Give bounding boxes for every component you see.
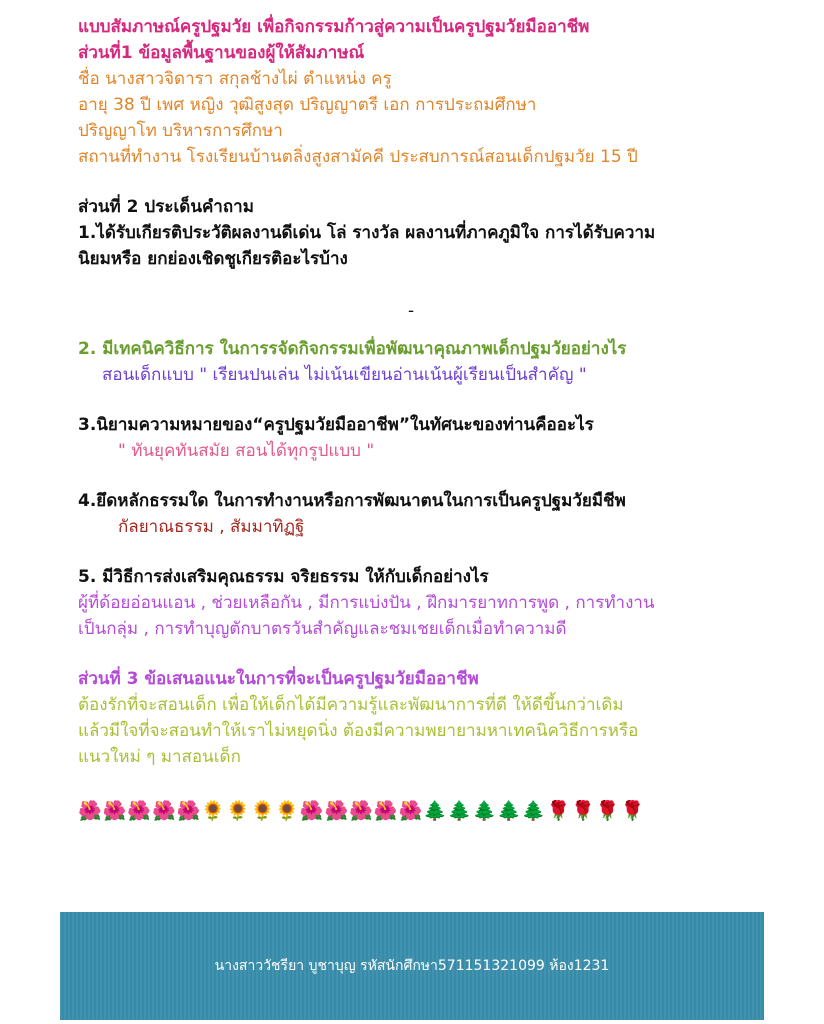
answer-1: - bbox=[408, 301, 415, 321]
part2-heading: ส่วนที่ 2 ประเด็นคำถาม bbox=[78, 197, 254, 217]
part1-line: อายุ 38 ปี เพศ หญิง วุฒิสูงสุด ปริญญาตรี เอก การประถมศึกษา bbox=[78, 95, 537, 115]
answer-5: ผู้ที่ด้อยอ่อนแอน , ช่วยเหลือกัน , มีการแบ่งปัน , ฝึกมารยาทการพูด , การทำงาน bbox=[78, 593, 655, 613]
part3-line: แนวใหม่ ๆ มาสอนเด็ก bbox=[78, 747, 241, 767]
answer-5-cont: เป็นกลุ่ม , การทำบุญตักบาตรวันสำคัญและชมเชยเด็กเมื่อทำความดี bbox=[78, 619, 567, 639]
part3-line: ต้องรักที่จะสอนเด็ก เพื่อให้เด็กได้มีความรู้และพัฒนาการที่ดี ให้ดีขึ้นกว่าเดิม bbox=[78, 695, 624, 715]
question-1-cont: นิยมหรือ ยกย่องเชิดชูเกียรติอะไรบ้าง bbox=[78, 249, 348, 269]
document-title: แบบสัมภาษณ์ครูปฐมวัย เพื่อกิจกรรมก้าวสู่ความเป็นครูปฐมวัยมืออาชีพ bbox=[78, 17, 590, 37]
answer-3: " ทันยุคทันสมัย สอนได้ทุกรูปแบบ " bbox=[118, 441, 375, 461]
footer-student-info: นางสาววัชรียา บูชาบุญ รหัสนักศึกษา571151321099 ห้อง1231 bbox=[214, 958, 610, 974]
interview-document bbox=[78, 14, 778, 824]
question-5: 5. มีวิธีการส่งเสริมคุณธรรม จริยธรรม ให้กับเด็กอย่างไร bbox=[78, 567, 489, 587]
question-1: 1.ได้รับเกียรติประวัติผลงานดีเด่น โล่ รางวัล ผลงานที่ภาคภูมิใจ การได้รับความ bbox=[78, 223, 656, 243]
answer-2: สอนเด็กแบบ " เรียนปนเล่น ไม่เน้นเขียนอ่านเน้นผู้เรียนเป็นสำคัญ " bbox=[102, 365, 587, 385]
flower-decoration-row: 🌺🌺🌺🌺🌺🌻🌻🌻🌻🌺🌺🌺🌺🌺🌲🌲🌲🌲🌲🌹🌹🌹🌹 bbox=[78, 800, 646, 822]
footer-banner bbox=[60, 912, 764, 1020]
part3-line: แล้วมีใจที่จะสอนทำให้เราไม่หยุดนิ่ง ต้องมีความพยายามหาเทคนิควิธีการหรือ bbox=[78, 721, 639, 741]
part1-line: สถานที่ทำงาน โรงเรียนบ้านตลิ่งสูงสามัคคี ประสบการณ์สอนเด็กปฐมวัย 15 ปี bbox=[78, 147, 638, 167]
answer-4: กัลยาณธรรม , สัมมาทิฏฐิ bbox=[118, 517, 305, 537]
question-4: 4.ยึดหลักธรรมใด ในการทำงานหรือการพัฒนาตนในการเป็นครูปฐมวัยมืชีพ bbox=[78, 491, 626, 511]
question-2: 2. มีเทคนิควิธีการ ในการรจัดกิจกรรมเพื่อพัฒนาคุณภาพเด็กปฐมวัยอย่างไร bbox=[78, 339, 627, 359]
question-3: 3.นิยามความหมายของ“ครูปฐมวัยมืออาชีพ”ในทัศนะของท่านคืออะไร bbox=[78, 415, 594, 435]
part1-line: ปริญญาโท บริหารการศึกษา bbox=[78, 121, 283, 141]
part3-heading: ส่วนที่ 3 ข้อเสนอแนะในการที่จะเป็นครูปฐมวัยมืออาชีพ bbox=[78, 669, 479, 689]
part1-heading: ส่วนที่1 ข้อมูลพื้นฐานของผู้ให้สัมภาษณ์ bbox=[78, 43, 365, 63]
part1-line: ชื่อ นางสาวจิดารา สกุลช้างไผ่ ตำแหน่ง ครู bbox=[78, 69, 392, 89]
